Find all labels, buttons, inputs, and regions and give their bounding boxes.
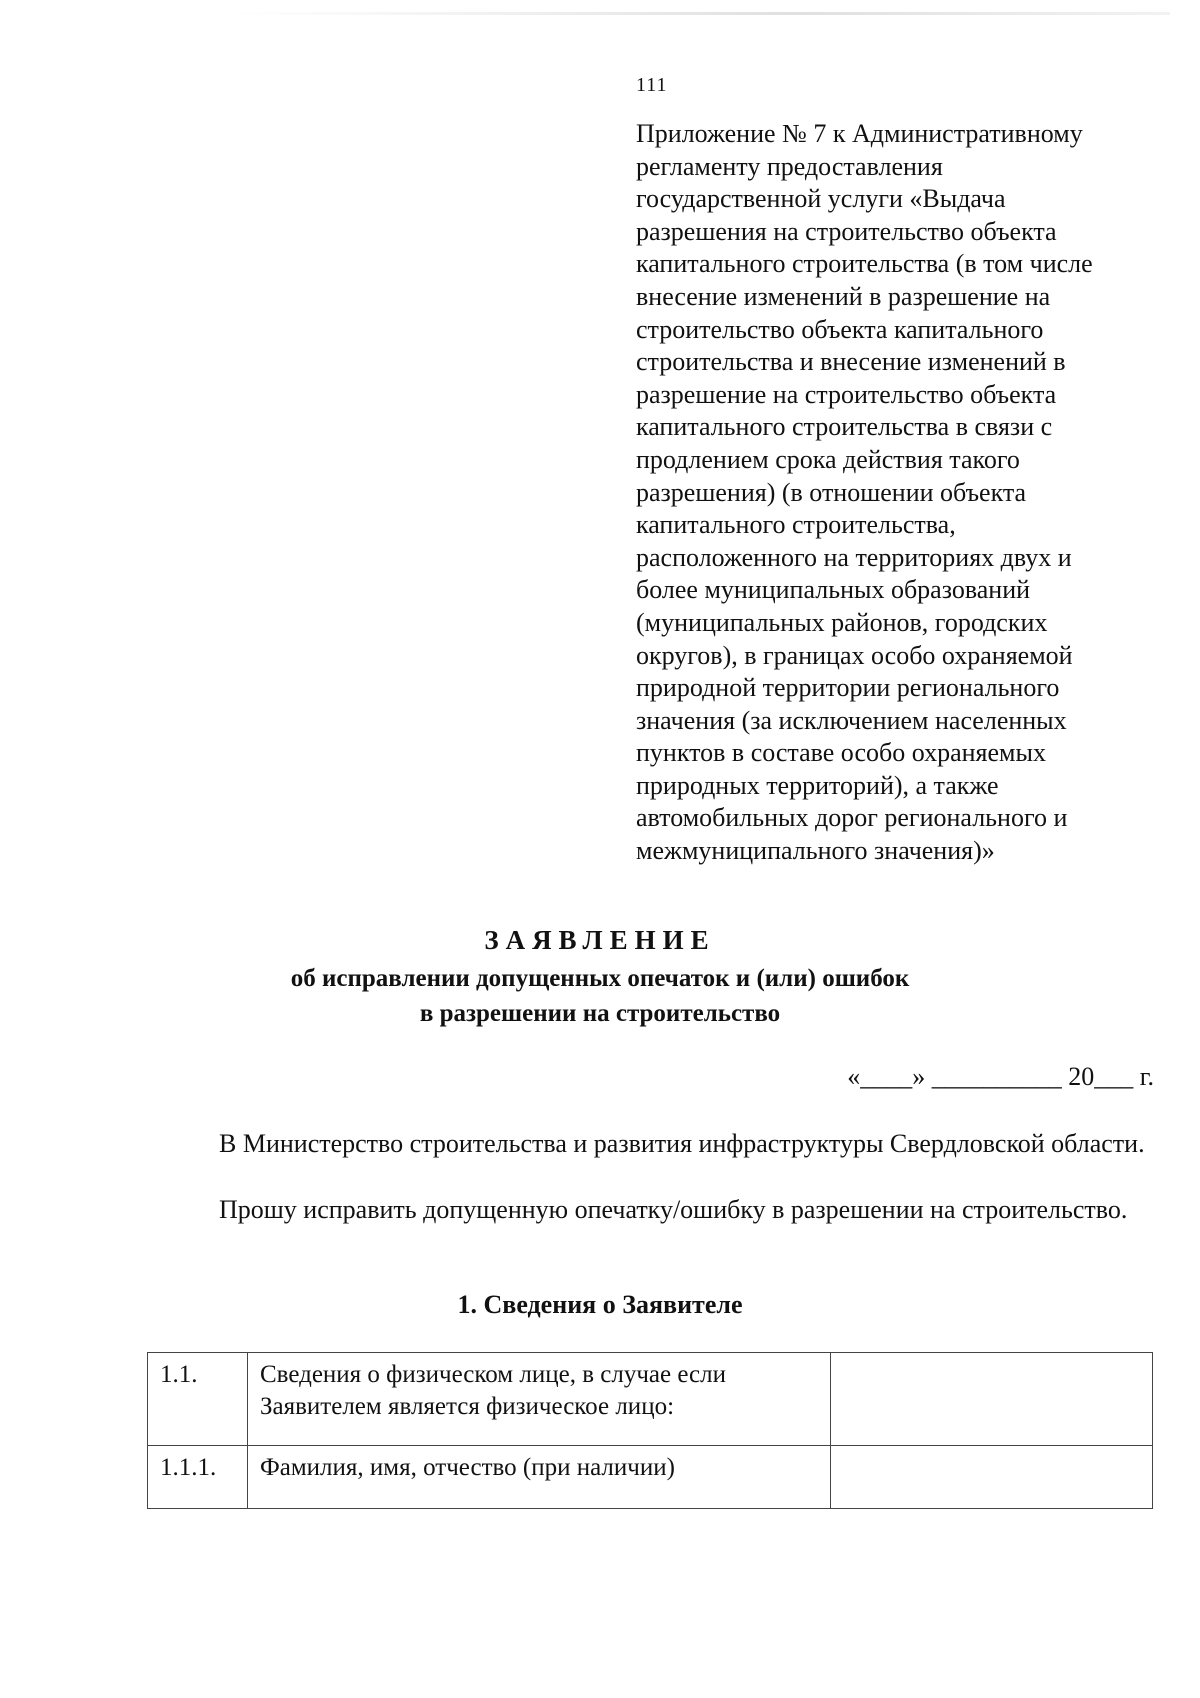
page-number: 111 bbox=[636, 74, 668, 96]
request-paragraph bbox=[147, 1194, 1153, 1226]
row-value-field[interactable] bbox=[831, 1353, 1153, 1446]
appendix-line: разрешение на строительство объекта bbox=[636, 379, 1057, 409]
appendix-line: строительства и внесение изменений в bbox=[636, 347, 1066, 377]
row-label: Фамилия, имя, отчество (при наличии) bbox=[248, 1446, 831, 1509]
appendix-line: разрешения на строительство объекта bbox=[636, 216, 1057, 246]
row-label: Сведения о физическом лице, в случае если Заявителем является физическое лицо: bbox=[248, 1353, 831, 1446]
addressee-text: В Министерство строительства и развития инфраструктуры Свердловской области. bbox=[219, 1129, 1145, 1158]
appendix-line: государственной услуги «Выдача bbox=[636, 184, 1006, 214]
appendix-line: межмуниципального значения)» bbox=[636, 836, 995, 866]
appendix-line: расположенного на территориях двух и bbox=[636, 542, 1072, 572]
addressee-paragraph bbox=[147, 1128, 1153, 1160]
appendix-line: природной территории регионального bbox=[636, 673, 1060, 703]
document-title: ЗАЯВЛЕНИЕ bbox=[484, 925, 716, 955]
appendix-line: природных территорий), а также bbox=[636, 770, 999, 800]
scan-edge-artifact bbox=[230, 12, 1170, 15]
appendix-line: более муниципальных образований bbox=[636, 575, 1031, 605]
appendix-line: (муниципальных районов, городских bbox=[636, 607, 1048, 637]
row-value-field[interactable] bbox=[831, 1446, 1153, 1509]
row-number: 1.1.1. bbox=[148, 1446, 248, 1509]
appendix-line: автомобильных дорог регионального и bbox=[636, 803, 1068, 833]
request-text: Прошу исправить допущенную опечатку/ошибку в разрешении на строительство. bbox=[219, 1195, 1128, 1224]
appendix-line: продлением срока действия такого bbox=[636, 444, 1020, 474]
appendix-line: значения (за исключением населенных bbox=[636, 705, 1067, 735]
appendix-line: пунктов в составе особо охраняемых bbox=[636, 738, 1046, 768]
appendix-line: строительство объекта капитального bbox=[636, 314, 1044, 344]
appendix-line: капитального строительства в связи с bbox=[636, 412, 1053, 442]
appendix-line: разрешения) (в отношении объекта bbox=[636, 477, 1027, 507]
table-row bbox=[148, 1446, 1153, 1509]
applicant-info-table bbox=[147, 1352, 1153, 1509]
document-subtitle-line-1: об исправлении допущенных опечаток и (или) ошибок bbox=[290, 965, 910, 992]
appendix-line: округов), в границах особо охраняемой bbox=[636, 640, 1073, 670]
appendix-note bbox=[636, 118, 1156, 868]
appendix-line: капитального строительства, bbox=[636, 510, 956, 540]
appendix-line: регламенту предоставления bbox=[636, 151, 943, 181]
appendix-line: капитального строительства (в том числе bbox=[636, 249, 1093, 279]
document-subtitle-line-2: в разрешении на строительство bbox=[419, 1000, 781, 1027]
appendix-line: Приложение № 7 к Административному bbox=[636, 119, 1083, 148]
date-line: «____» __________ 20___ г. bbox=[847, 1062, 1154, 1091]
row-number: 1.1. bbox=[148, 1353, 248, 1446]
appendix-line: внесение изменений в разрешение на bbox=[636, 281, 1051, 311]
table-row bbox=[148, 1353, 1153, 1446]
section-heading-applicant: 1. Сведения о Заявителе bbox=[457, 1290, 743, 1319]
